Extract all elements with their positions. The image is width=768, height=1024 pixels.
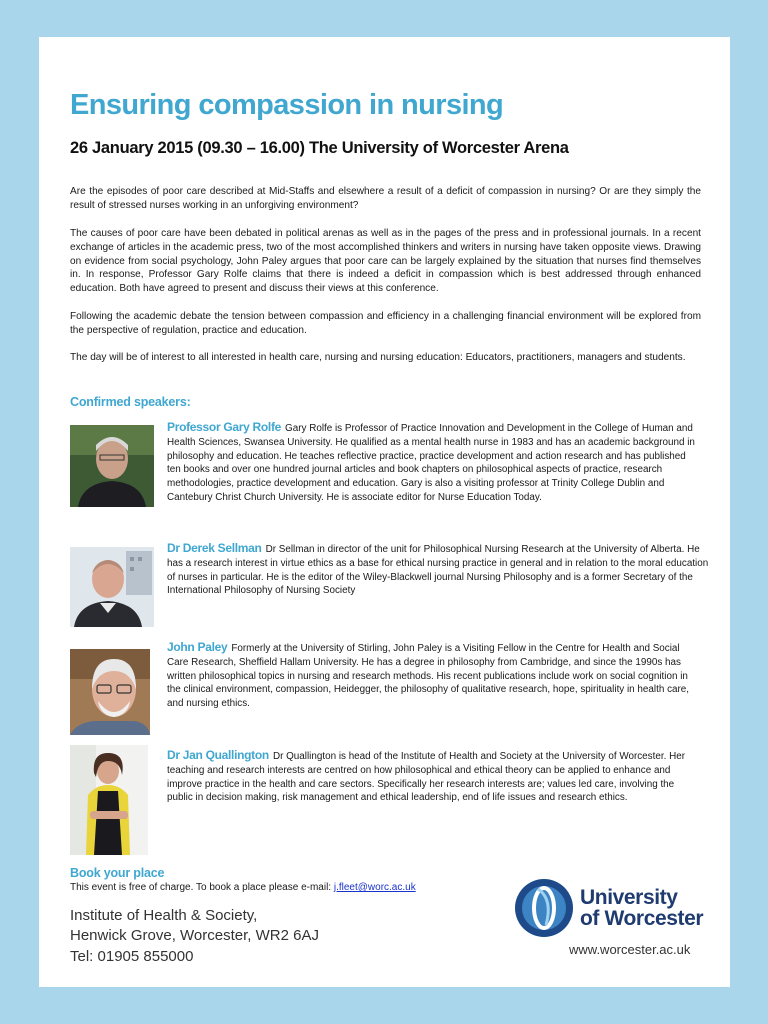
website-url[interactable]: www.worcester.ac.uk xyxy=(569,942,691,957)
speakers-heading: Confirmed speakers: xyxy=(70,395,191,409)
speaker-name: Professor Gary Rolfe xyxy=(167,420,282,434)
booking-info: This event is free of charge. To book a place please e-mail: j.fleet@worc.ac.uk xyxy=(70,882,416,893)
debate-paragraph: Following the academic debate the tension between compassion and efficiency in a challenging financial environment will be explored from the perspective of regulation, practice and education. xyxy=(70,311,701,336)
speaker-photo-jan-quallington xyxy=(70,745,148,855)
intro-paragraph: Are the episodes of poor care described at Mid-Staffs and elsewhere a result of a deficit of compassion in nursing? Or are they simply the result of stressed nurses working in an unforgiving environment? xyxy=(70,186,701,211)
logo-text-line-2: of Worcester xyxy=(580,907,704,930)
flyer-page xyxy=(39,37,730,987)
context-paragraph: The causes of poor care have been debated in political arenas as well as in the pages of the press and in professional journals. In a recent exchange of articles in the academic press, two of the most accomplished thinkers and writers in nursing have taken opposite views. Drawing on evidence from social psychology, John Paley argues that poor care can be largely explained by the situation that nurses find themselves in. In response, Professor Gary Rolfe claims that there is indeed a deficit in compassion which is best addressed through enhanced education. Both have agreed to present and discuss their views at this conference. xyxy=(70,228,701,295)
page-title: Ensuring compassion in nursing xyxy=(70,89,504,121)
booking-email-link[interactable]: j.fleet@worc.ac.uk xyxy=(333,882,416,893)
event-date-venue: 26 January 2015 (09.30 – 16.00) The University of Worcester Arena xyxy=(70,139,569,157)
speaker-photo-gary-rolfe xyxy=(70,425,154,507)
speaker-photo-john-paley xyxy=(70,649,150,735)
speaker-bio-gary-rolfe: Professor Gary Rolfe Gary Rolfe is Professor of Practice Innovation and Development in the College of Human and Health Sciences, Swansea University. He qualified as a mental health nurse in 1983 and has an academic background in philosophy and education. He teaches reflective practice, practice development and action research and has published ten books and over one hundred journal articles and book chapters on philosophical aspects of practice, research methodologies, practice development and education. Gary is also a visiting professor at Trinity College Dublin and Cantebury Christ Church University. He is associate editor for Nurse Education Today. xyxy=(167,420,695,503)
speaker-bio-john-paley: John Paley Formerly at the University of Stirling, John Paley is a Visiting Fellow in the Centre for Health and Social Care Research, Sheffield Hallam University. He has a degree in philosophy from Cambridge, and since the 1990s has written philosophical topics in nursing and research methods. His recent publications include work on social cognition in the clinical environment, compassion, Heidegger, the philosophy of qualitative research, hope, spirituality in health care, and nursing ethics. xyxy=(167,640,690,710)
university-crest-icon xyxy=(513,877,575,939)
speaker-bio-jan-quallington: Dr Jan Quallington Dr Quallington is head of the Institute of Health and Society at the University of Worcester. Her teaching and research interests are centred on how philosophical and ethical theory can be applied to enhance and improve practice in the health and care sectors. Specifically her research interests are; values led care, involving the public in decision making, risk management and ethical leadership, end of life issues and research ethics. xyxy=(167,748,685,804)
speaker-name: Dr Derek Sellman xyxy=(167,541,262,555)
speaker-name: Dr Jan Quallington xyxy=(167,748,269,762)
speaker-name: John Paley xyxy=(167,640,228,654)
audience-paragraph: The day will be of interest to all interested in health care, nursing and nursing education: Educators, practitioners, managers and students. xyxy=(70,352,686,363)
telephone: Tel: 01905 855000 xyxy=(70,948,194,965)
address-line-2: Henwick Grove, Worcester, WR2 6AJ xyxy=(70,927,319,944)
speaker-photo-derek-sellman xyxy=(70,547,154,627)
logo-text-line-1: University xyxy=(580,886,678,909)
book-heading: Book your place xyxy=(70,866,165,880)
speaker-bio-derek-sellman: Dr Derek Sellman Dr Sellman in director of the unit for Philosophical Nursing Research at the University of Alberta. He has a research interest in virtue ethics as a base for ethical nursing practice in general and in relation to the moral education of nurses in particular. He is the editor of the Wiley-Blackwell journal Nursing Philosophy and is a former Secretary of the International Philosophy of Nursing Society xyxy=(167,541,709,597)
address-line-1: Institute of Health & Society, xyxy=(70,907,258,924)
